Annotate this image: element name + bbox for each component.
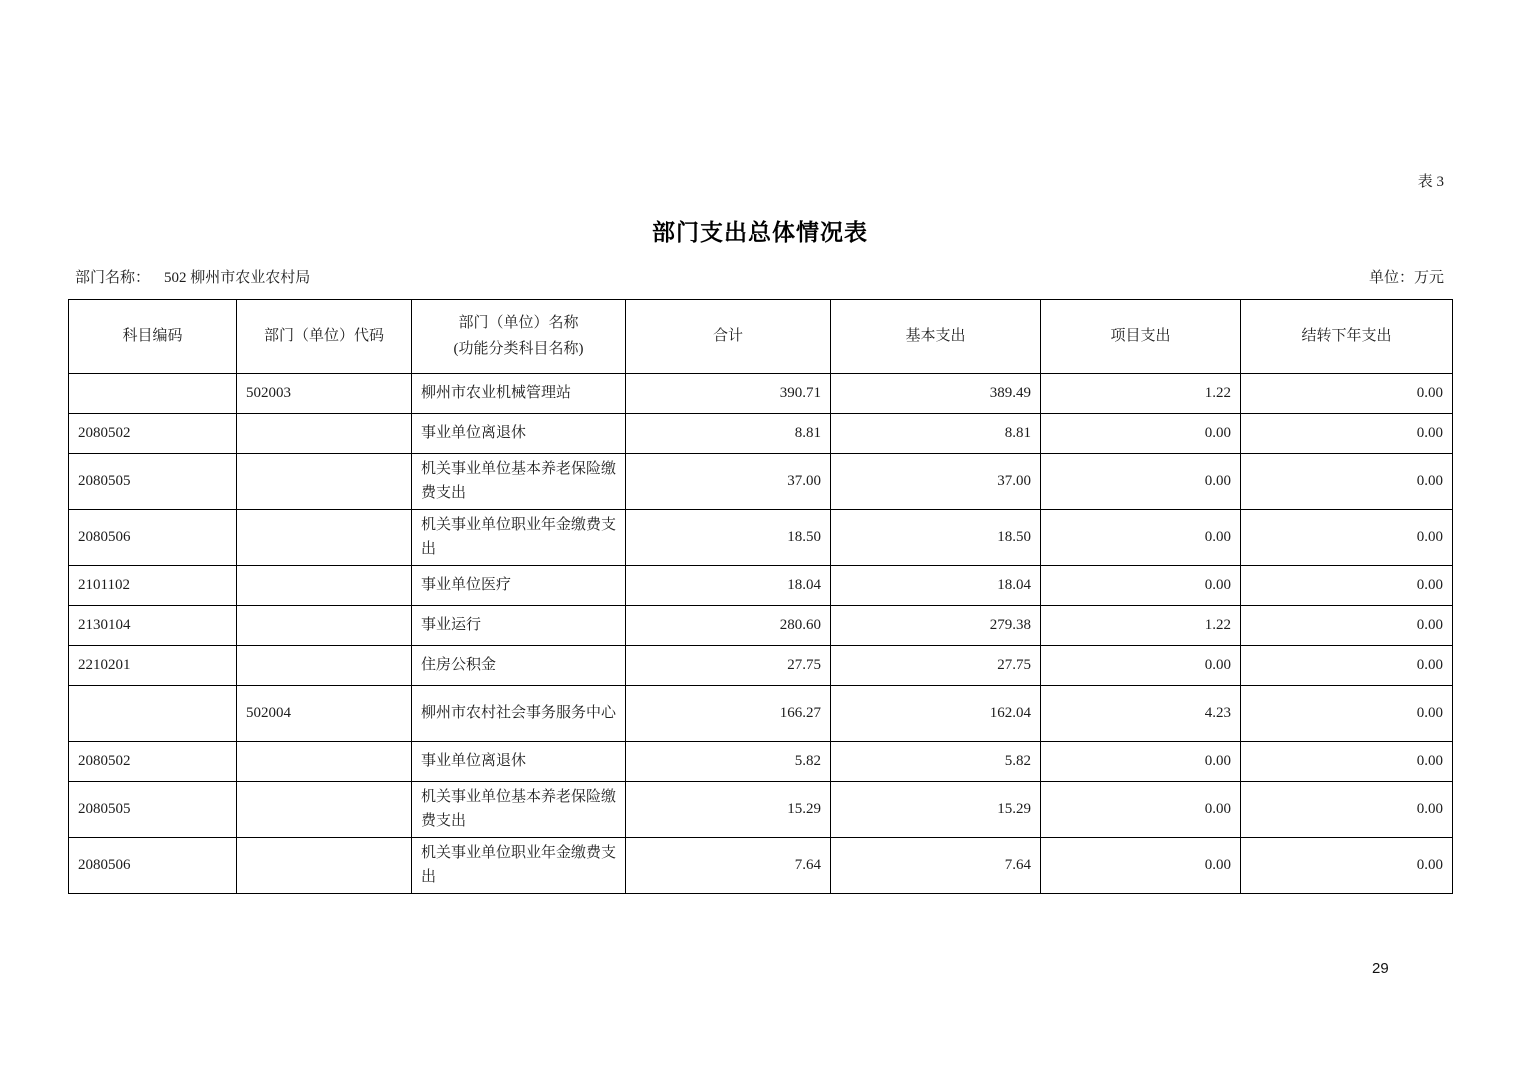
cell-total: 8.81	[626, 414, 831, 454]
cell-basic: 27.75	[831, 646, 1041, 686]
header-basic: 基本支出	[831, 300, 1041, 374]
cell-carryover: 0.00	[1241, 454, 1453, 510]
cell-basic: 18.50	[831, 510, 1041, 566]
cell-total: 166.27	[626, 686, 831, 742]
cell-subject-code: 2080502	[69, 742, 237, 782]
cell-carryover: 0.00	[1241, 374, 1453, 414]
header-carryover: 结转下年支出	[1241, 300, 1453, 374]
table-number-label: 表 3	[1417, 174, 1444, 190]
cell-project: 0.00	[1041, 414, 1241, 454]
department-name: 502 柳州市农业农村局	[164, 270, 311, 286]
header-total: 合计	[626, 300, 831, 374]
cell-name: 机关事业单位基本养老保险缴费支出	[412, 454, 626, 510]
cell-name: 柳州市农村社会事务服务中心	[412, 686, 626, 742]
expense-table	[68, 299, 1453, 894]
cell-subject-code: 2101102	[69, 566, 237, 606]
cell-name: 柳州市农业机械管理站	[412, 374, 626, 414]
header-unit-code: 部门（单位）代码	[237, 300, 412, 374]
cell-total: 7.64	[626, 838, 831, 894]
cell-subject-code: 2080506	[69, 510, 237, 566]
cell-name: 事业运行	[412, 606, 626, 646]
cell-basic: 5.82	[831, 742, 1041, 782]
header-subject-code: 科目编码	[69, 300, 237, 374]
table-row	[69, 510, 1453, 566]
cell-name: 机关事业单位职业年金缴费支出	[412, 510, 626, 566]
page-number: 29	[1372, 960, 1389, 977]
cell-basic: 8.81	[831, 414, 1041, 454]
cell-subject-code: 2080506	[69, 838, 237, 894]
cell-name: 事业单位医疗	[412, 566, 626, 606]
header-unit-name-line1: 部门（单位）名称	[458, 315, 579, 331]
cell-carryover: 0.00	[1241, 686, 1453, 742]
cell-project: 0.00	[1041, 566, 1241, 606]
cell-subject-code	[69, 686, 237, 742]
cell-project: 0.00	[1041, 510, 1241, 566]
cell-name: 机关事业单位基本养老保险缴费支出	[412, 782, 626, 838]
cell-basic: 389.49	[831, 374, 1041, 414]
cell-carryover: 0.00	[1241, 646, 1453, 686]
table-row	[69, 686, 1453, 742]
cell-total: 280.60	[626, 606, 831, 646]
cell-total: 37.00	[626, 454, 831, 510]
meta-row	[75, 266, 1444, 287]
table-row	[69, 414, 1453, 454]
table-row	[69, 374, 1453, 414]
cell-unit-code	[237, 838, 412, 894]
cell-carryover: 0.00	[1241, 566, 1453, 606]
header-unit-name	[412, 300, 626, 374]
cell-carryover: 0.00	[1241, 414, 1453, 454]
cell-carryover: 0.00	[1241, 606, 1453, 646]
cell-unit-code	[237, 454, 412, 510]
cell-unit-code	[237, 510, 412, 566]
cell-name: 机关事业单位职业年金缴费支出	[412, 838, 626, 894]
cell-unit-code	[237, 566, 412, 606]
department-label: 部门名称：	[75, 270, 151, 286]
unit-label: 单位：万元	[1368, 270, 1444, 286]
cell-project: 0.00	[1041, 454, 1241, 510]
cell-name: 住房公积金	[412, 646, 626, 686]
cell-unit-code	[237, 742, 412, 782]
cell-project: 1.22	[1041, 606, 1241, 646]
header-unit-name-line2: (功能分类科目名称)	[453, 340, 584, 357]
cell-project: 0.00	[1041, 782, 1241, 838]
cell-project: 0.00	[1041, 646, 1241, 686]
cell-project: 4.23	[1041, 686, 1241, 742]
table-row	[69, 606, 1453, 646]
cell-subject-code: 2080502	[69, 414, 237, 454]
cell-unit-code	[237, 606, 412, 646]
cell-basic: 37.00	[831, 454, 1041, 510]
cell-basic: 162.04	[831, 686, 1041, 742]
cell-unit-code: 502003	[237, 374, 412, 414]
cell-carryover: 0.00	[1241, 782, 1453, 838]
cell-basic: 15.29	[831, 782, 1041, 838]
cell-carryover: 0.00	[1241, 838, 1453, 894]
cell-total: 390.71	[626, 374, 831, 414]
table-row	[69, 454, 1453, 510]
cell-subject-code	[69, 374, 237, 414]
cell-carryover: 0.00	[1241, 742, 1453, 782]
cell-basic: 18.04	[831, 566, 1041, 606]
cell-total: 18.50	[626, 510, 831, 566]
cell-subject-code: 2130104	[69, 606, 237, 646]
cell-unit-code	[237, 414, 412, 454]
table-row	[69, 782, 1453, 838]
cell-subject-code: 2210201	[69, 646, 237, 686]
cell-unit-code: 502004	[237, 686, 412, 742]
cell-total: 18.04	[626, 566, 831, 606]
table-row	[69, 646, 1453, 686]
header-project: 项目支出	[1041, 300, 1241, 374]
page-title: 部门支出总体情况表	[652, 220, 868, 245]
cell-project: 1.22	[1041, 374, 1241, 414]
department-name-line	[75, 266, 310, 287]
cell-name: 事业单位离退休	[412, 742, 626, 782]
cell-unit-code	[237, 646, 412, 686]
cell-subject-code: 2080505	[69, 782, 237, 838]
table-row	[69, 566, 1453, 606]
cell-subject-code: 2080505	[69, 454, 237, 510]
cell-basic: 279.38	[831, 606, 1041, 646]
header-row	[69, 300, 1453, 374]
cell-unit-code	[237, 782, 412, 838]
table-row	[69, 838, 1453, 894]
cell-carryover: 0.00	[1241, 510, 1453, 566]
cell-name: 事业单位离退休	[412, 414, 626, 454]
table-row	[69, 742, 1453, 782]
cell-total: 15.29	[626, 782, 831, 838]
cell-project: 0.00	[1041, 838, 1241, 894]
cell-total: 27.75	[626, 646, 831, 686]
cell-total: 5.82	[626, 742, 831, 782]
cell-project: 0.00	[1041, 742, 1241, 782]
cell-basic: 7.64	[831, 838, 1041, 894]
